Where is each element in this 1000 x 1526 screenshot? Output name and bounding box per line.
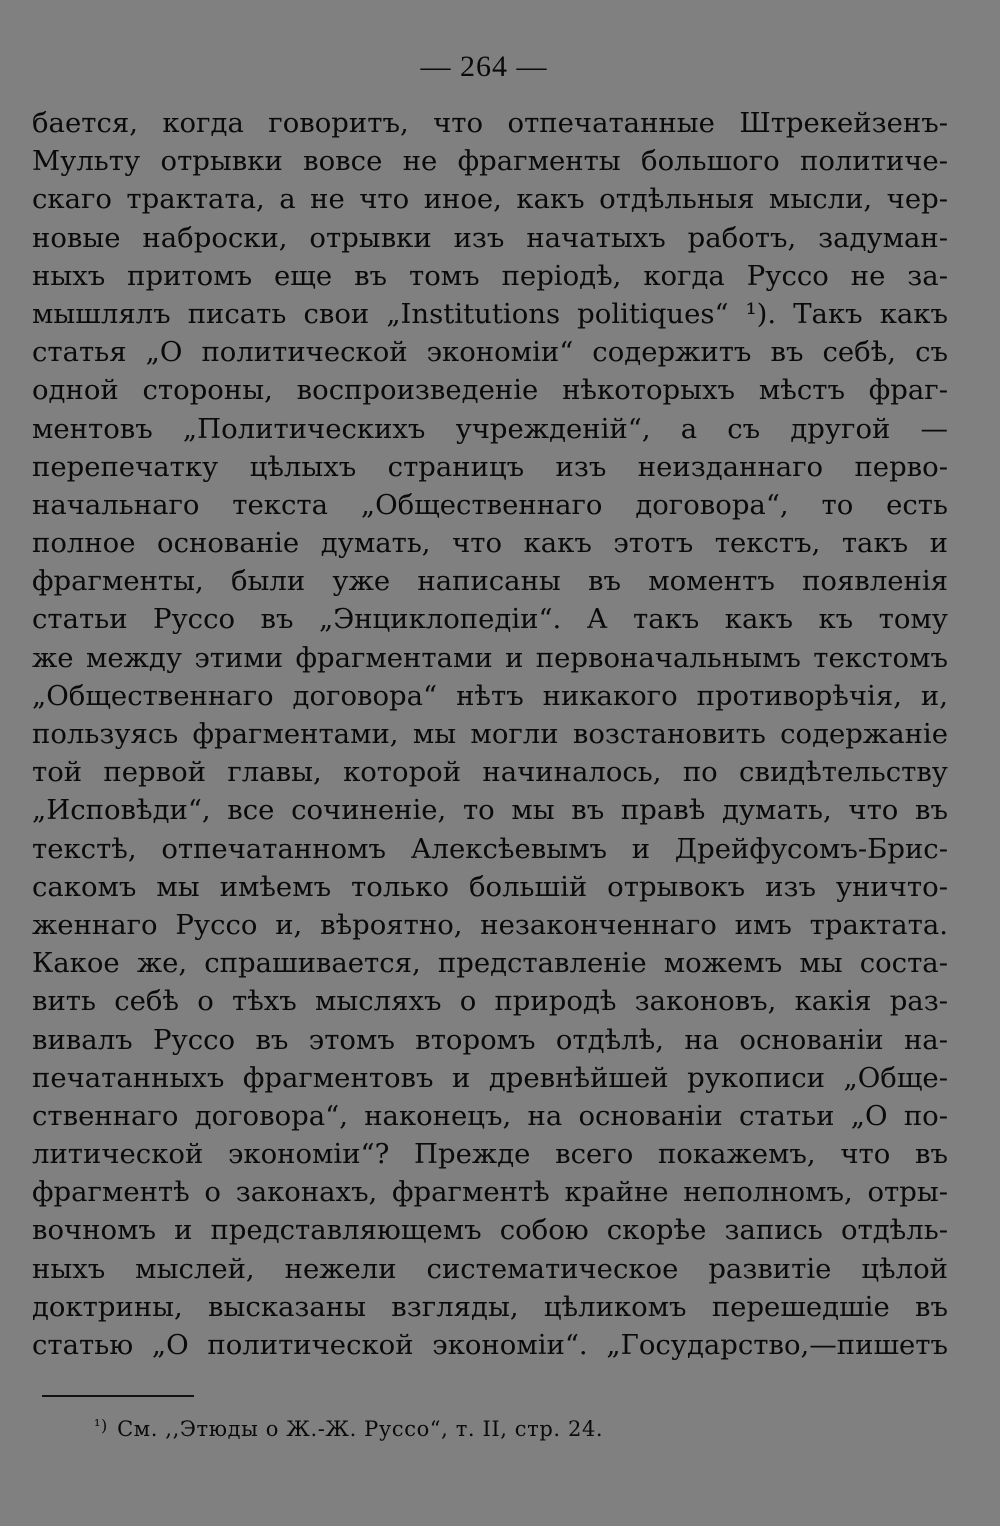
text-line: пользуясь фрагментами, мы могли возстановить содержаніе — [32, 718, 948, 750]
text-line: „Общественнаго договора“ нѣтъ никакого противорѣчія, и, — [32, 679, 948, 712]
text-line: печатанныхъ фрагментовъ и древнѣйшей рукописи „Обще- — [32, 1061, 948, 1094]
footnote — [94, 1414, 603, 1446]
text-line: скаго трактата, а не что иное, какъ отдѣльныя мысли, чер- — [32, 183, 948, 216]
text-line: статьи Руссо въ „Энциклопедіи“. А такъ какъ къ тому — [32, 603, 948, 636]
footnote-marker: ¹) — [94, 1416, 108, 1435]
text-line: статья „О политической экономіи“ содержитъ въ себѣ, съ — [32, 336, 948, 369]
text-line: сакомъ мы имѣемъ только большій отрывокъ изъ уничто- — [32, 870, 948, 903]
text-line: мышлялъ писать свои „Institutions politiques“ ¹). Такъ какъ — [32, 297, 948, 330]
text-line: начальнаго текста „Общественнаго договора“, то есть — [32, 488, 948, 521]
text-line: бается, когда говоритъ, что отпечатанные Штрекейзенъ- — [32, 107, 948, 139]
text-line: перепечатку цѣлыхъ страницъ изъ неизданнаго перво- — [32, 450, 948, 483]
text-line: доктрины, высказаны взгляды, цѣликомъ перешедшіе въ — [32, 1290, 948, 1323]
text-line: женнаго Руссо и, вѣроятно, незаконченнаго имъ трактата. — [32, 908, 948, 941]
text-line: одной стороны, воспроизведеніе нѣкоторыхъ мѣстъ фраг- — [32, 374, 948, 407]
text-line: же между этими фрагментами и первоначальнымъ текстомъ — [32, 641, 948, 674]
footnote-rule — [42, 1395, 194, 1397]
text-line: Мульту отрывки вовсе не фрагменты большого политиче- — [32, 145, 948, 178]
page-number: — 264 — — [420, 50, 548, 83]
text-line: фрагментѣ о законахъ, фрагментѣ крайне неполномъ, отры- — [32, 1176, 948, 1209]
text-line: ментовъ „Политическихъ учрежденій“, а съ другой — — [32, 412, 948, 445]
text-line: „Исповѣди“, все сочиненіе, то мы въ правѣ думать, что въ — [32, 794, 948, 827]
text-line: полное основаніе думать, что какъ этотъ текстъ, такъ и — [32, 527, 948, 560]
text-line: вить себѣ о тѣхъ мысляхъ о природѣ законовъ, какія раз- — [32, 985, 948, 1018]
text-line: вочномъ и представляющемъ собою скорѣе запись отдѣль- — [32, 1214, 948, 1247]
text-line: новые наброски, отрывки изъ начатыхъ работъ, задуман- — [32, 221, 948, 254]
text-line: литической экономіи“? Прежде всего покажемъ, что въ — [32, 1138, 948, 1171]
text-line: ныхъ мыслей, нежели систематическое развитіе цѣлой — [32, 1252, 948, 1285]
text-line: вивалъ Руссо въ этомъ второмъ отдѣлѣ, на основаніи на- — [32, 1023, 948, 1056]
text-line: ныхъ притомъ еще въ томъ періодѣ, когда Руссо не за- — [32, 259, 948, 292]
text-line: Какое же, спрашивается, представленіе можемъ мы соста- — [32, 947, 948, 980]
text-line: ственнаго договора“, наконецъ, на основаніи статьи „О по- — [32, 1099, 948, 1132]
footnote-text: См. ,,Этюды о Ж.-Ж. Руссо“, т. II, стр. 24. — [117, 1417, 604, 1441]
text-line: статью „О политической экономіи“. „Государство,—пишетъ — [32, 1329, 948, 1361]
text-line: фрагменты, были уже написаны въ моментъ появленія — [32, 565, 948, 598]
text-line: той первой главы, которой начиналось, по свидѣтельству — [32, 756, 948, 789]
body-text — [32, 104, 948, 1364]
text-line: текстѣ, отпечатанномъ Алексѣевымъ и Дрейфусомъ-Брис- — [32, 832, 948, 865]
